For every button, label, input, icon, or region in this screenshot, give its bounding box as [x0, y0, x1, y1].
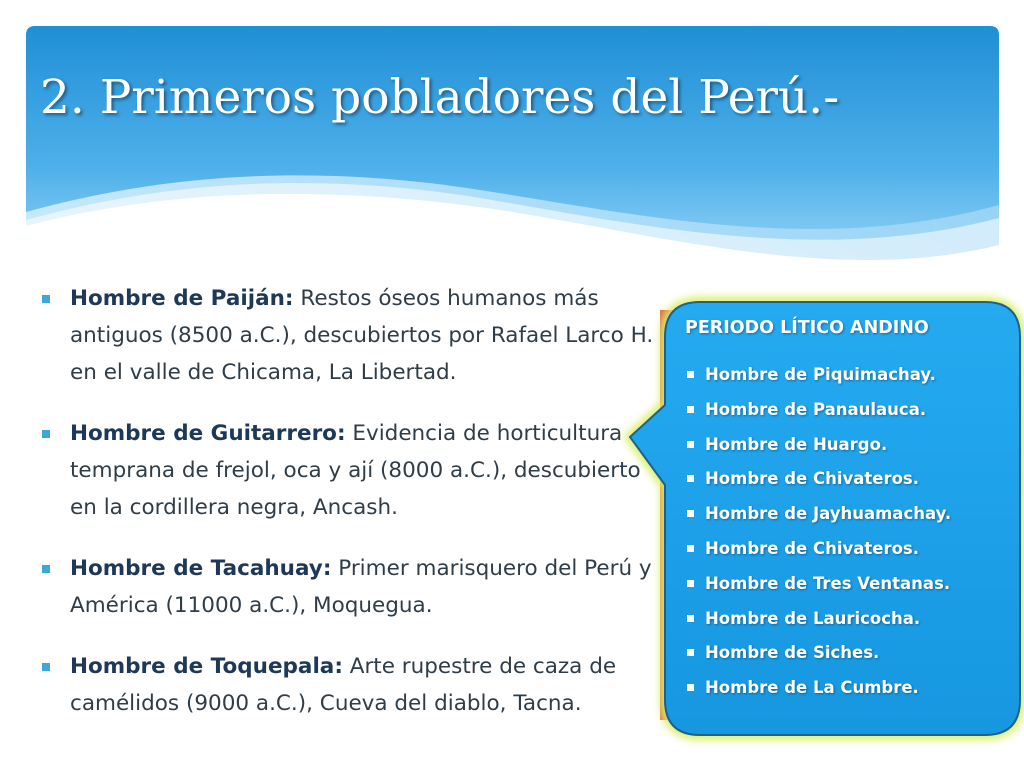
square-bullet-icon [687, 580, 694, 587]
square-bullet-icon [687, 684, 694, 691]
callout-item [685, 393, 1005, 428]
bullet-text: Restos óseos humanos más antiguos (8500 a.C.), descubiertos por Rafael Larco H. en el valle de Chicama, La Libertad. [70, 286, 654, 385]
callout-item [685, 636, 1005, 671]
callout-content [685, 318, 1005, 706]
callout-item [685, 462, 1005, 497]
callout-item-label: Hombre de Tres Ventanas. [705, 573, 951, 593]
callout-list [685, 358, 1005, 706]
callout-item [685, 532, 1005, 567]
callout-item-label: Hombre de Siches. [705, 643, 880, 663]
callout-item-label: Hombre de Panaulauca. [705, 399, 927, 419]
callout-item-label: Hombre de La Cumbre. [705, 678, 919, 698]
bullet-term: Hombre de Paiján: [70, 286, 294, 311]
bullet-text: Primer marisquero del Perú y América (11000 a.C.), Moquegua. [70, 556, 652, 618]
callout-item-label: Hombre de Piquimachay. [705, 365, 936, 384]
square-bullet-icon [687, 475, 694, 482]
callout-item-label: Hombre de Lauricocha. [705, 608, 921, 628]
callout-item [685, 567, 1005, 602]
bullet-term: Hombre de Toquepala: [70, 654, 343, 679]
callout-item [685, 358, 1005, 393]
callout-item [685, 671, 1005, 706]
callout-item [685, 428, 1005, 463]
square-bullet-icon [687, 441, 694, 448]
callout-heading: PERIODO LÍTICO ANDINO [685, 318, 929, 338]
square-bullet-icon [687, 615, 694, 622]
square-bullet-icon [687, 649, 694, 656]
square-bullet-icon [687, 406, 694, 413]
bullet-text: Arte rupestre de caza de camélidos (9000 a.C.), Cueva del diablo, Tacna. [70, 654, 617, 716]
bullet-text: Evidencia de horticultura temprana de frejol, oca y ají (8000 a.C.), descubierto en la cordillera negra, Ancash. [70, 421, 641, 520]
callout-item [685, 497, 1005, 532]
callout-item-label: Hombre de Chivateros. [705, 538, 920, 558]
bullet-term: Hombre de Tacahuay: [70, 556, 332, 581]
square-bullet-icon [687, 545, 694, 552]
square-bullet-icon [687, 510, 694, 517]
callout-item-label: Hombre de Chivateros. [705, 469, 920, 489]
callout-item [685, 602, 1005, 637]
slide-title: 2. Primeros pobladores del Perú.- [40, 70, 840, 125]
callout-item-label: Hombre de Huargo. [705, 434, 888, 454]
square-bullet-icon [687, 371, 694, 378]
bullet-term: Hombre de Guitarrero: [70, 421, 346, 446]
callout-item-label: Hombre de Jayhuamachay. [705, 504, 952, 524]
